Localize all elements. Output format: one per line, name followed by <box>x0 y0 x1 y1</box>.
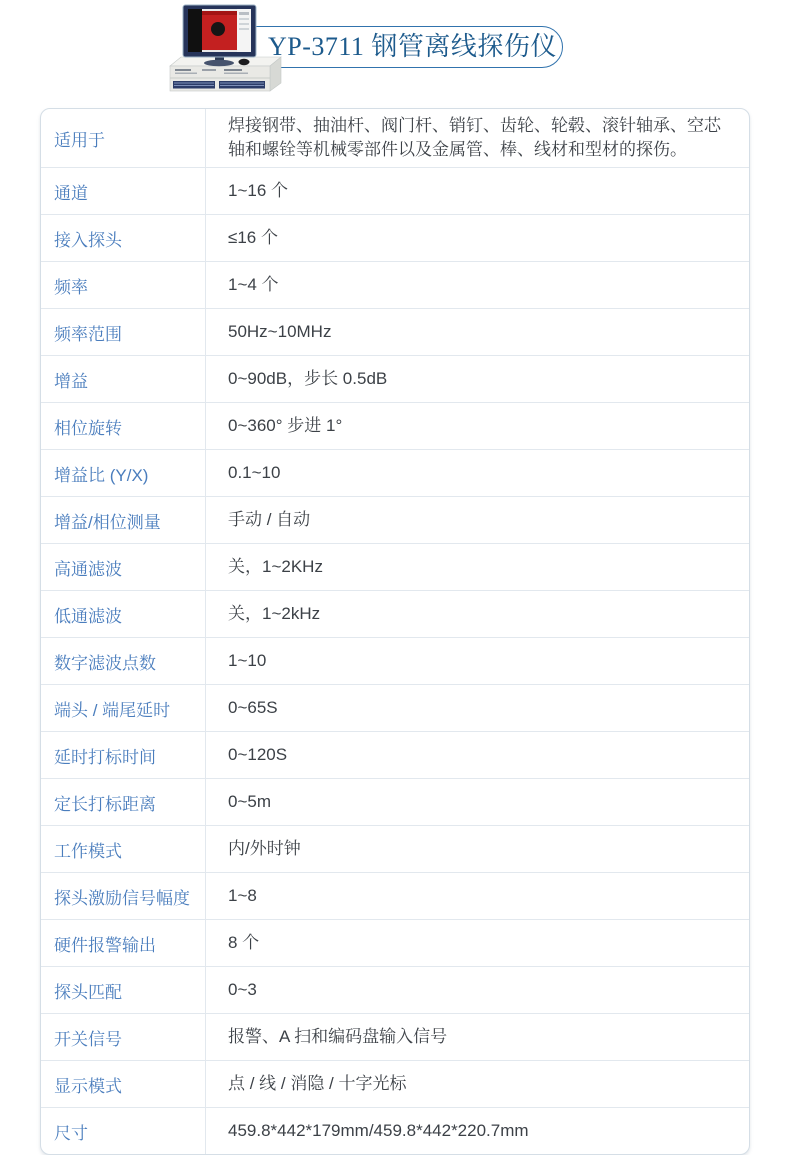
spec-value: 1~4 个 <box>228 275 279 294</box>
table-row <box>41 1107 749 1154</box>
table-row <box>41 778 749 825</box>
spec-value: 0.1~10 <box>228 463 281 482</box>
table-row <box>41 308 749 355</box>
spec-label: 开关信号 <box>41 1014 206 1060</box>
spec-label: 增益/相位测量 <box>41 497 206 543</box>
table-row <box>41 825 749 872</box>
table-row <box>41 1060 749 1107</box>
table-row <box>41 872 749 919</box>
table-row <box>41 214 749 261</box>
page-title: YP-3711 钢管离线探伤仪 <box>268 32 557 61</box>
spec-value: ≤16 个 <box>228 228 278 247</box>
spec-label: 探头激励信号幅度 <box>41 873 206 919</box>
spec-label: 频率范围 <box>41 309 206 355</box>
spec-label: 增益比 (Y/X) <box>41 450 206 496</box>
spec-label: 工作模式 <box>41 826 206 872</box>
spec-value: 0~360° 步进 1° <box>228 416 343 435</box>
table-row <box>41 449 749 496</box>
spec-value: 0~90dB，步长 0.5dB <box>228 369 388 388</box>
spec-value: 点 / 线 / 消隐 / 十字光标 <box>228 1074 407 1093</box>
table-row <box>41 355 749 402</box>
spec-label: 增益 <box>41 356 206 402</box>
spec-value: 8 个 <box>228 933 260 952</box>
spec-table <box>40 108 750 1155</box>
spec-value: 0~3 <box>228 980 257 999</box>
spec-value: 1~16 个 <box>228 181 289 200</box>
table-row <box>41 167 749 214</box>
table-row <box>41 590 749 637</box>
spec-label: 适用于 <box>41 109 206 167</box>
spec-label: 接入探头 <box>41 215 206 261</box>
table-row <box>41 1013 749 1060</box>
table-row <box>41 109 749 167</box>
spec-value: 关，1~2kHz <box>228 604 321 623</box>
spec-value: 50Hz~10MHz <box>228 322 332 341</box>
spec-value: 459.8*442*179mm/459.8*442*220.7mm <box>228 1121 529 1140</box>
spec-value: 关，1~2KHz <box>228 557 323 576</box>
spec-value: 手动 / 自动 <box>228 510 311 529</box>
spec-value: 报警、A 扫和编码盘输入信号 <box>228 1027 448 1046</box>
spec-label: 通道 <box>41 168 206 214</box>
table-row <box>41 684 749 731</box>
spec-value: 内/外时钟 <box>228 839 301 858</box>
spec-value: 0~5m <box>228 792 271 811</box>
spec-label: 低通滤波 <box>41 591 206 637</box>
spec-label: 尺寸 <box>41 1108 206 1154</box>
spec-label: 高通滤波 <box>41 544 206 590</box>
spec-value: 0~120S <box>228 745 288 764</box>
table-row <box>41 919 749 966</box>
spec-label: 探头匹配 <box>41 967 206 1013</box>
spec-value: 0~65S <box>228 698 278 717</box>
spec-label: 定长打标距离 <box>41 779 206 825</box>
spec-value: 焊接钢带、抽油杆、阀门杆、销钉、齿轮、轮毂、滚针轴承、空芯轴和螺铨等机械零部件以及金属管、棒、线材和型材的探伤。 <box>228 116 721 159</box>
table-row <box>41 731 749 778</box>
spec-label: 显示模式 <box>41 1061 206 1107</box>
spec-value: 1~10 <box>228 651 267 670</box>
spec-label: 端头 / 端尾延时 <box>41 685 206 731</box>
spec-value: 1~8 <box>228 886 257 905</box>
table-row <box>41 496 749 543</box>
table-row <box>41 637 749 684</box>
table-row <box>41 543 749 590</box>
spec-label: 相位旋转 <box>41 403 206 449</box>
spec-label: 数字滤波点数 <box>41 638 206 684</box>
table-row <box>41 402 749 449</box>
spec-label: 延时打标时间 <box>41 732 206 778</box>
table-row <box>41 966 749 1013</box>
spec-label: 硬件报警输出 <box>41 920 206 966</box>
table-row <box>41 261 749 308</box>
spec-label: 频率 <box>41 262 206 308</box>
